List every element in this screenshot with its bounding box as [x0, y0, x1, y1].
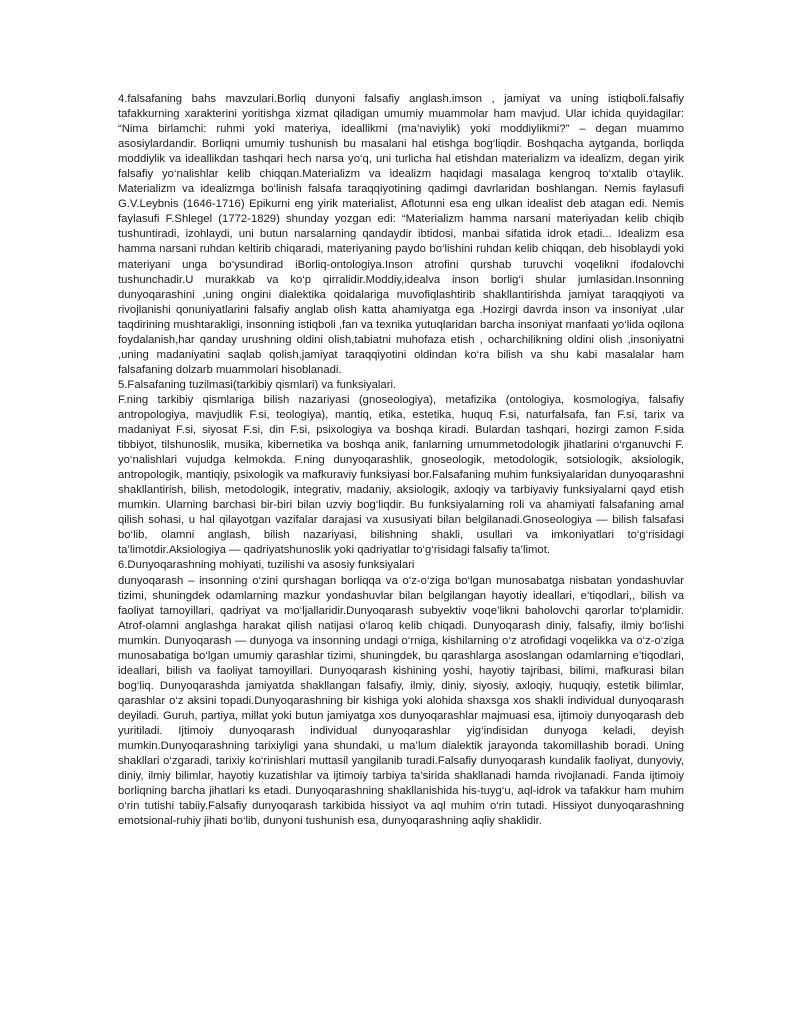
section-6-paragraph: dunyoqarash – insonning o‘zini qurshagan borliqqa va o‘z-o‘ziga bo‘lgan munosabatga nisbatan yondashuvlar tizimi, shuningdek odamlarning mazkur yondashuvlar bilan belgilangan hayotiy ideallari, e’tiqodlari,, bilish va faoliyat tamoyillari, qadriyat va mo‘ljallaridir.Dunyoqarash subyektiv voqe’likni baholovchi qarorlar to‘plamidir. Atrof-olamni anglashga harakat qilish natijasi o‘laroq kelib chiqadi. Dunyoqarash diniy, falsafiy, ilmiy bo‘lishi mumkin. Dunyoqarash — dunyoga va insonning undagi o‘rniga, kishilarning o‘z atrofidagi voqelikka va o‘z-o‘ziga munosabatiga bo‘lgan umumiy qarashlar tizimi, shuningdek, bu qarashlarga asoslangan odamlarning e’tiqodlari, ideallari, bilish va faoliyat tamoyillari. Dunyoqarash kishining yoshi, hayotiy tajribasi, bilimi, mafkurasi bilan bog‘liq. Dunyoqarashda jamiyatda shakllangan falsafiy, ilmiy, diniy, siyosiy, axloqiy, huquqiy, estetik bilimlar, qarashlar o‘z aksini topadi.Dunyoqarashning bir kishiga yoki alohida shaxsga xos shakli individual dunyoqarash deyiladi. Guruh, partiya, millat yoki butun jamiyatga xos dunyoqarashlar majmuasi esa, ijtimoiy dunyoqarash deb yuritiladi. Ijtimoiy dunyoqarash individual dunyoqarashlar yig‘indisidan dunyoga keladi, deyish mumkin.Dunyoqarashning tarixiyligi yana shundaki, u ma’lum dialektik jarayonda takomillashib boradi. Uning shakllari o‘zgaradi, tarixiy ko‘rinishlari muttasil yangilanib turadi.Falsafiy dunyoqarash kundalik faoliyat, dunyoviy, diniy, ilmiy bilimlar, hayotiy kuzatishlar va ijtimoiy tarbiya ta’sirida shakllanadi hamda rivojlanadi. Fanda ijtimoiy borliqning barcha jihatlari ks etadi. Dunyoqarashning shakllanishida his-tuyg‘u, aql-idrok va tafakkur ham muhim o‘rin tutishi tabiiy.Falsafiy dunyoqarash tarkibida hissiyot va aql muhim o‘rin tutadi. Hissiyot dunyoqarashning emotsional-ruhiy jihati bo‘lib, dunyoni tushunish esa, dunyoqarashning aqliy shaklidir.: [118, 574, 684, 828]
section-5-heading: 5.Falsafaning tuzilmasi(tarkibiy qismlari) va funksiyalari.: [118, 378, 397, 391]
section-4-paragraph: 4.falsafaning bahs mavzulari.Borliq dunyoni falsafiy anglash.imson , jamiyat va uning istiqboli.falsafiy tafakkurning xarakterini yoritishga xizmat qiladigan umumiy muammolar ham mavjud. Ular ichida quyidagilar: “Nima birlamchi: ruhmi yoki materiya, ideallikmi (ma’naviylik) yoki moddiylikmi?” – degan muammo asosiylardandir. Borliqni umumiy tushunish bu masalani hal etishga bog‘liqdir. Boshqacha aytganda, borliqda moddiylik va ideallikdan tashqari hech narsa yo‘q, uni turlicha hal etishdan materializm va idealizm, degan yirik falsafiy yo‘nalishlar kelib chiqqan.Materializm va idealizm haqidagi masalaga kengroq to‘xtalib o‘taylik. Materializm va idealizmga bo‘linish falsafa taraqqiyotining qadimgi davrlaridan boshlangan. Nemis faylasufi G.V.Leybnis (1646-1716) Epikurni eng yirik materialist, Aflotunni esa eng ulkan idealist deb atagan edi. Nemis faylasufi F.Shlegel (1772-1829) shunday yozgan edi: “Materializm hamma narsani materiyadan kelib chiqib tushuntiradi, izohlaydi, uni butun narsalarning qandaydir ibtidosi, manbai sifatida idrok etadi... Idealizm esa hamma narsani ruhdan keltirib chiqaradi, materiyaning paydo bo‘lishini ruhdan kelib chiqqan, deb hisoblaydi yoki materiyani unga bo‘ysundirad iBorliq-ontologiya.Inson atrofini qurshab turuvchi voqelikni ifodalovchi tushunchadir.U murakkab va ko‘p qirralidir.Moddiy,idealva inson borlig‘i shular jumlasidan.Insonning dunyoqarashini ,uning ongini dialektika qoidalariga muvofiqlashtirib shakllantirishda jamiyat taraqqiyoti va rivojlanishi qonuniyatlarini falsafiy anglab olish katta ahamiyatga ega .Hozirgi davrda inson va insoniyat ,ular taqdirining mushtarakligi, insonning istiqboli ,fan va texnika yutuqlaridan barcha insoniyat manfaati yo‘lida oqilona foydalanish,har qanday urushning oldini olish,tabiatni muhofaza etish , ocharchilikning oldini olish ,insoniyatni ,uning madaniyatini saqlab qolish,jamiyat taraqqiyotini oldindan ko‘ra bilish va shu kabi masalalar ham falsafaning dolzarb muammolari hisoblanadi.: [118, 93, 684, 376]
section-6-heading: 6.Dunyoqarashning mohiyati, tuzilishi va asosiy funksiyalari: [118, 559, 415, 572]
section-5-paragraph: F.ning tarkibiy qismlariga bilish nazariyasi (gnoseologiya), metafizika (ontologiya, kosmologiya, falsafiy antropologiya, mavjudlik F.si, teologiya), mantiq, etika, estetika, huquq F.si, naturfalsafa, fan F.si, tarix va madaniyat F.si, siyosat F.si, din F.si, psixologiya va boshqa kiradi. Bulardan tashqari, hozirgi zamon F.sida tibbiyot, tilshunoslik, musika, kibernetika va boshqa anik, fanlarning umummetodologik jihatlarini o‘rganuvchi F. yo‘nalishlari vujudga kelmokda. F.ning dunyoqarashlik, gnoseologik, metodologik, sotsiologik, aksiologik, antropologik, mantiqiy, psixologik va mafkuraviy funksiyasi bor.Falsafaning muhim funksiyalaridan dunyoqarashni shakllantirish, bilish, metodologik, integrativ, madaniy, aksiologik, axloqiy va tarbiyaviy funksiyalarni qayd etish mumkin. Ularning barchasi bir-biri bilan uzviy bog‘liqdir. Bu funksiyalarning roli va ahamiyati falsafaning amal qilish sohasi, u hal qilayotgan vazifalar darajasi va xususiyati bilan belgilanadi.Gnoseologiya — bilish falsafasi bo‘lib, olamni anglash, bilish nazariyasi, bilishning shakli, usullari va imkoniyatlari to‘g‘risidagi ta’limotdir.Aksiologiya — qadriyatshunoslik yoki qadriyatlar to‘g‘risidagi falsafiy ta’limot.: [118, 393, 684, 557]
